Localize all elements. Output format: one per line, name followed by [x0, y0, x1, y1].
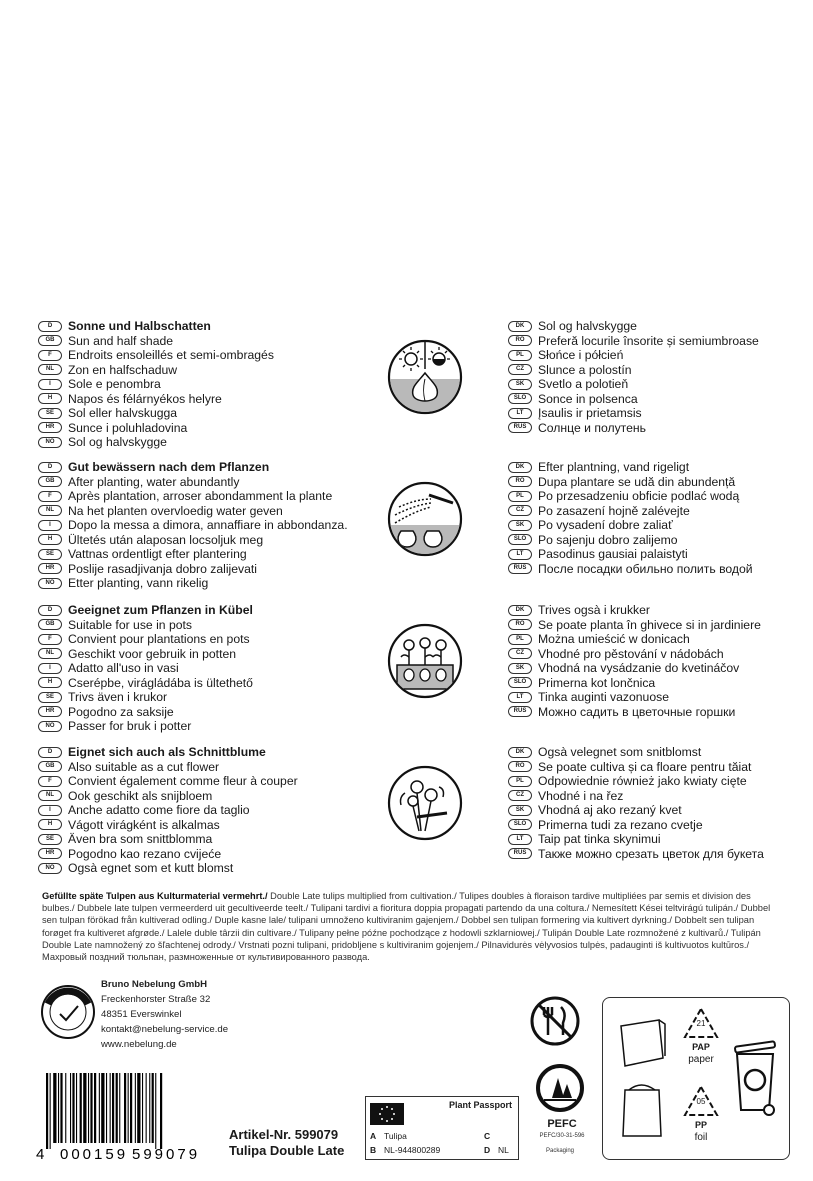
barcode-bar	[94, 1073, 96, 1143]
language-text: Primerna tudi za rezano cvetje	[538, 817, 703, 832]
pp-code: PP	[694, 1120, 707, 1130]
language-code-badge: D	[38, 462, 62, 473]
language-text: Trivs även i krukor	[68, 690, 168, 704]
language-code-badge: H	[38, 677, 62, 688]
cut-flower-icon	[387, 765, 463, 841]
language-text: Sole e penombra	[68, 377, 161, 391]
language-text: Napos és félárnyékos helyre	[68, 391, 222, 406]
pefc-logo-icon	[530, 1062, 590, 1157]
barcode-digit-2: 000159	[60, 1146, 129, 1163]
barcode-bar	[99, 1073, 100, 1143]
language-text: Anche adatto come fiore da taglio	[68, 803, 250, 817]
language-text: Słońce i półcień	[538, 348, 624, 362]
article-name: Tulipa Double Late	[229, 1143, 345, 1158]
origin-statement	[42, 890, 772, 963]
section-pot-right-column	[508, 603, 808, 719]
language-code-badge: HR	[38, 706, 62, 717]
barcode-bar	[106, 1073, 107, 1143]
pefc-name: PEFC	[547, 1118, 577, 1130]
passport-title: Plant Passport	[448, 1100, 512, 1110]
language-text: Gut bewässern nach dem Pflanzen	[68, 460, 270, 474]
language-text: Dupa plantare se udă din abundență	[538, 474, 736, 489]
language-row	[38, 377, 368, 392]
eu-flag-icon	[370, 1103, 404, 1125]
language-text: Vhodná aj ako rezaný kvet	[538, 803, 682, 817]
language-row	[38, 847, 368, 862]
language-code-badge: RUS	[508, 706, 532, 717]
language-text: Primerna kot lončnica	[538, 675, 656, 690]
language-code-badge: GB	[38, 476, 62, 487]
language-row	[38, 760, 368, 775]
language-code-badge: F	[38, 491, 62, 502]
language-row	[508, 392, 808, 407]
language-row	[38, 504, 368, 519]
language-code-badge: SE	[38, 408, 62, 419]
language-code-badge: SE	[38, 549, 62, 560]
language-text: Geeignet zum Pflanzen in Kübel	[68, 603, 253, 617]
language-row	[38, 348, 368, 363]
language-code-badge: LT	[508, 408, 532, 419]
barcode-bar	[149, 1073, 150, 1143]
language-code-badge: CZ	[508, 364, 532, 375]
language-code-badge: RUS	[508, 848, 532, 859]
barcode-bar	[58, 1073, 59, 1143]
language-row	[508, 705, 808, 720]
language-text: Vhodné i na řez	[538, 788, 624, 803]
language-text: Endroits ensoleillés et semi-ombragés	[68, 348, 274, 362]
language-row	[38, 533, 368, 548]
language-code-badge: I	[38, 663, 62, 674]
language-row	[508, 676, 808, 691]
barcode-bar	[83, 1073, 86, 1143]
recycle-bin-icon	[729, 1038, 783, 1118]
language-row	[38, 392, 368, 407]
language-row	[38, 319, 368, 334]
not-for-consumption-icon	[529, 995, 581, 1047]
language-text: Также можно срезать цветок для букета	[538, 846, 764, 861]
language-text: Można umieścić w donicach	[538, 632, 690, 646]
language-text: Vágott virágként is alkalmas	[68, 817, 220, 832]
pp-number: 05	[696, 1097, 706, 1106]
language-row	[38, 489, 368, 504]
language-row	[508, 348, 808, 363]
language-code-badge: DK	[508, 462, 532, 473]
language-row	[508, 760, 808, 775]
language-row	[38, 832, 368, 847]
language-code-badge: D	[38, 321, 62, 332]
language-text: Poslije rasadjivanja dobro zalijevati	[68, 561, 258, 576]
language-text: Ültetés után alaposan locsoljuk meg	[68, 532, 264, 547]
language-row	[508, 818, 808, 833]
language-row	[38, 818, 368, 833]
language-row	[38, 460, 368, 475]
language-code-badge: SE	[38, 692, 62, 703]
language-code-badge: D	[38, 747, 62, 758]
passport-b-value: NL-944800289	[384, 1145, 441, 1155]
barcode-bar	[101, 1073, 104, 1143]
language-text: Можно садить в цветочные горшки	[538, 704, 736, 719]
language-row	[508, 562, 808, 577]
language-code-badge: NL	[38, 505, 62, 516]
barcode-bar	[60, 1073, 62, 1143]
language-code-badge: SK	[508, 520, 532, 531]
barcode-bar	[110, 1073, 111, 1143]
language-text: Dopo la messa a dimora, annaffiare in abbondanza.	[68, 518, 348, 532]
language-row	[508, 618, 808, 633]
language-code-badge: SLO	[508, 534, 532, 545]
company-address	[101, 977, 228, 1052]
pap-number: 21	[696, 1019, 706, 1028]
language-row	[508, 690, 808, 705]
language-text: После посадки обильно полить водой	[538, 561, 753, 576]
language-row	[38, 676, 368, 691]
language-text: Även bra som snittblomma	[68, 832, 213, 846]
language-code-badge: D	[38, 605, 62, 616]
language-row	[508, 533, 808, 548]
language-row	[508, 377, 808, 392]
pot-planting-icon	[387, 623, 463, 699]
language-row	[508, 504, 808, 519]
language-code-badge: NO	[38, 863, 62, 874]
packaging-items-icon	[613, 1016, 673, 1146]
language-code-badge: SE	[38, 834, 62, 845]
language-row	[38, 647, 368, 662]
language-code-badge: PL	[508, 491, 532, 502]
company-web: www.nebelung.de	[101, 1039, 177, 1050]
language-code-badge: CZ	[508, 505, 532, 516]
section-sun-left-column	[38, 319, 368, 450]
language-text: Vhodné pro pěstování v nádobách	[538, 646, 724, 661]
language-row	[508, 334, 808, 349]
language-text: Efter plantning, vand rigeligt	[538, 460, 690, 474]
barcode-bar	[152, 1073, 154, 1143]
passport-d-label: D	[484, 1145, 491, 1155]
language-code-badge: NL	[38, 364, 62, 375]
language-row	[38, 406, 368, 421]
barcode-bar	[160, 1073, 162, 1149]
language-text: Sunce i poluhladovina	[68, 420, 188, 435]
language-text: Odpowiednie również jako kwiaty cięte	[538, 774, 747, 788]
language-code-badge: SK	[508, 805, 532, 816]
language-row	[38, 334, 368, 349]
language-row	[38, 435, 368, 450]
language-row	[508, 406, 808, 421]
language-row	[38, 421, 368, 436]
article-number: Artikel-Nr. 599079	[229, 1127, 339, 1142]
passport-a-label: A	[370, 1131, 377, 1141]
language-row	[38, 690, 368, 705]
language-code-badge: NL	[38, 648, 62, 659]
barcode-bar	[90, 1073, 92, 1143]
barcode-bar	[88, 1073, 89, 1143]
language-text: Ogsà egnet som et kutt blomst	[68, 861, 234, 875]
language-row	[508, 603, 808, 618]
language-code-badge: DK	[508, 605, 532, 616]
barcode-bar	[65, 1073, 66, 1143]
sustainable-supplier-seal-icon	[40, 984, 96, 1040]
language-code-badge: SLO	[508, 393, 532, 404]
language-code-badge: PL	[508, 350, 532, 361]
language-row	[508, 460, 808, 475]
language-text: Se poate planta în ghivece si in jardiniere	[538, 617, 761, 632]
language-code-badge: SK	[508, 663, 532, 674]
barcode-bar	[130, 1073, 132, 1143]
language-code-badge: GB	[38, 335, 62, 346]
language-code-badge: I	[38, 379, 62, 390]
language-code-badge: RO	[508, 761, 532, 772]
language-code-badge: CZ	[508, 648, 532, 659]
language-text: Après plantation, arroser abondamment la plante	[68, 489, 333, 503]
pap-code: PAP	[692, 1042, 710, 1052]
language-text: Sol og halvskygge	[538, 319, 637, 333]
language-text: Passer for bruk i potter	[68, 719, 192, 733]
language-row	[508, 475, 808, 490]
language-code-badge: I	[38, 805, 62, 816]
language-text: Svetlo a polotieň	[538, 377, 629, 391]
language-row	[38, 632, 368, 647]
pap-word: paper	[688, 1054, 714, 1065]
language-text: Vattnas ordentligt efter plantering	[68, 547, 247, 561]
language-code-badge: HR	[38, 563, 62, 574]
language-code-badge: RO	[508, 335, 532, 346]
language-row	[38, 475, 368, 490]
language-code-badge: F	[38, 776, 62, 787]
passport-d-value: NL	[498, 1145, 509, 1155]
packaging-label: Packaging	[546, 1148, 575, 1154]
company-name: Bruno Nebelung GmbH	[101, 979, 208, 990]
language-row	[508, 489, 808, 504]
language-text: Ook geschikt als snijbloem	[68, 788, 213, 803]
language-text: Sol og halvskygge	[68, 435, 167, 449]
language-code-badge: LT	[508, 549, 532, 560]
section-pot-left-column	[38, 603, 368, 734]
barcode-bar	[119, 1073, 120, 1143]
language-row	[38, 803, 368, 818]
language-text: Солнце и полутень	[538, 420, 646, 435]
language-code-badge: NL	[38, 790, 62, 801]
language-text: Eignet sich auch als Schnittblume	[68, 745, 266, 759]
language-row	[508, 518, 808, 533]
language-row	[38, 745, 368, 760]
passport-b-label: B	[370, 1145, 377, 1155]
language-row	[508, 832, 808, 847]
language-row	[508, 547, 808, 562]
language-text: Se poate cultiva și ca floare pentru tăiat	[538, 759, 752, 774]
barcode-bar	[112, 1073, 114, 1143]
language-text: Zon en halfschaduw	[68, 362, 178, 377]
passport-a-value: Tulipa	[384, 1131, 407, 1141]
language-text: Po zasazení hojně zalévejte	[538, 503, 690, 518]
section-water-left-column	[38, 460, 368, 591]
barcode-bar	[80, 1073, 82, 1143]
language-code-badge: F	[38, 634, 62, 645]
barcode-bar	[135, 1073, 136, 1143]
language-text: Po sajenju dobro zalijemo	[538, 532, 678, 547]
language-code-badge: H	[38, 534, 62, 545]
section-sun-right-column	[508, 319, 808, 435]
barcode-bar	[76, 1073, 77, 1143]
language-code-badge: RO	[508, 619, 532, 630]
language-row	[38, 363, 368, 378]
language-code-badge: CZ	[508, 790, 532, 801]
pefc-code: PEFC/30-31-596	[539, 1133, 585, 1139]
barcode-bar	[72, 1073, 74, 1143]
watering-icon	[387, 481, 463, 557]
language-code-badge: I	[38, 520, 62, 531]
language-text: After planting, water abundantly	[68, 474, 240, 489]
barcode-digit-3: 599079	[132, 1146, 201, 1163]
language-code-badge: RO	[508, 476, 532, 487]
language-row	[508, 632, 808, 647]
language-text: Convient pour plantations en pots	[68, 632, 250, 646]
language-row	[38, 719, 368, 734]
passport-c-label: C	[484, 1131, 491, 1141]
barcode-bar	[53, 1073, 56, 1143]
language-code-badge: RUS	[508, 563, 532, 574]
barcode-bar	[146, 1073, 147, 1143]
plant-passport	[365, 1096, 519, 1160]
language-row	[38, 861, 368, 876]
language-text: Įsaulis ir prietamsis	[538, 406, 642, 420]
language-text: Sonne und Halbschatten	[68, 319, 211, 333]
language-text: Slunce a polostín	[538, 362, 632, 377]
origin-text: Double Late tulips multiplied from cultivation./ Tulipes doubles à floraison tardive multipliées par semis et division des bulbes./ Dubbele late tulpen vermeerderd uit gecultiveerde teelt./ Tulipani tardivi a fioritura doppia propagati partendo da una coltura./ Nemesített Kései teltvirágú tulipán./ Dubbel sen tulpan förökad från kultiverad odling./ Duple kasne lale/ tulipani umnoženo kultiviranim gajenjem./ Dobbel sen tulipan formering via kultivert dyrkning./ Dobbelt sen tulipan forøget fra kultiveret afgrøde./ Lalele duble târzii din cultivare./ Tulipany pełne późne pochodzące z hodowli szklarniowej./ Tulipán Double Late rozmnožené z kultivarů./ Tulipán Double Late namnožený zo šľachtenej odrody./ Vrstnati pozni tulipani, pridobljene s kultiviranim gojenjem./ Pilnavidurės vėlyvosios tulpės, padauginti iš kultivuotos kultūros./ Махровый поздний тюльпан, размноженные от культивированного развода.	[42, 891, 771, 963]
language-code-badge: SLO	[508, 819, 532, 830]
section-water-right-column	[508, 460, 808, 576]
language-code-badge: RUS	[508, 422, 532, 433]
language-text: Trives ogsà i krukker	[538, 603, 650, 617]
language-code-badge: NO	[38, 578, 62, 589]
language-code-badge: GB	[38, 761, 62, 772]
language-row	[508, 774, 808, 789]
recycling-info-box	[602, 997, 790, 1160]
language-code-badge: LT	[508, 692, 532, 703]
language-row	[38, 547, 368, 562]
language-row	[508, 421, 808, 436]
barcode-bar	[70, 1073, 71, 1143]
barcode-bar	[50, 1073, 51, 1149]
barcode-bar	[124, 1073, 126, 1143]
language-row	[38, 705, 368, 720]
company-city: 48351 Everswinkel	[101, 1009, 182, 1020]
barcode-bar	[155, 1073, 156, 1149]
company-street: Freckenhorster Straße 32	[101, 994, 211, 1005]
barcode-bar	[116, 1073, 118, 1143]
barcode	[36, 1073, 206, 1163]
language-text: Po przesadzeniu obficie podlać wodą	[538, 489, 740, 503]
language-text: Preferă locurile însorite și semiumbroase	[538, 333, 759, 348]
language-row	[508, 363, 808, 378]
language-text: Ogsà velegnet som snitblomst	[538, 745, 702, 759]
language-row	[508, 319, 808, 334]
language-row	[38, 518, 368, 533]
language-row	[38, 562, 368, 577]
language-text: Also suitable as a cut flower	[68, 759, 220, 774]
language-row	[38, 774, 368, 789]
language-code-badge: DK	[508, 747, 532, 758]
language-text: Adatto all'uso in vasi	[68, 661, 179, 675]
language-text: Pogodno kao rezano cvijeće	[68, 846, 222, 861]
language-code-badge: F	[38, 350, 62, 361]
pp-word: foil	[694, 1132, 708, 1143]
language-code-badge: NO	[38, 437, 62, 448]
article-info	[229, 1127, 344, 1159]
language-code-badge: SK	[508, 379, 532, 390]
language-text: Etter planting, vann rikelig	[68, 576, 209, 590]
language-code-badge: H	[38, 819, 62, 830]
barcode-bar	[46, 1073, 48, 1149]
language-text: Sonce in polsenca	[538, 391, 638, 406]
language-text: Pogodno za saksije	[68, 704, 174, 719]
language-text: Cserépbe, virágládába is ültethető	[68, 675, 253, 690]
language-code-badge: H	[38, 393, 62, 404]
language-row	[508, 847, 808, 862]
sun-half-shade-icon	[387, 339, 463, 415]
language-text: Tinka auginti vazonuose	[538, 690, 669, 704]
barcode-bar	[128, 1073, 129, 1143]
language-row	[38, 603, 368, 618]
language-row	[38, 789, 368, 804]
language-code-badge: NO	[38, 721, 62, 732]
language-code-badge: GB	[38, 619, 62, 630]
section-cut-right-column	[508, 745, 808, 861]
language-row	[508, 789, 808, 804]
language-row	[508, 647, 808, 662]
language-code-badge: HR	[38, 848, 62, 859]
language-row	[38, 661, 368, 676]
language-text: Sun and half shade	[68, 333, 174, 348]
barcode-digit-1: 4	[36, 1146, 45, 1163]
language-text: Vhodná na vysádzanie do kvetináčov	[538, 661, 740, 675]
barcode-bar	[142, 1073, 143, 1143]
barcode-bar	[137, 1073, 140, 1143]
language-row	[508, 803, 808, 818]
language-text: Convient également comme fleur à couper	[68, 774, 298, 788]
language-text: Geschikt voor gebruik in potten	[68, 646, 237, 661]
company-email: kontakt@nebelung-service.de	[101, 1024, 229, 1035]
language-code-badge: HR	[38, 422, 62, 433]
language-text: Po vysadení dobre zaliať	[538, 518, 673, 532]
language-code-badge: LT	[508, 834, 532, 845]
language-text: Sol eller halvskugga	[68, 406, 178, 420]
language-row	[38, 618, 368, 633]
language-row	[508, 745, 808, 760]
language-text: Pasodinus gausiai palaistyti	[538, 547, 688, 561]
language-row	[508, 661, 808, 676]
language-code-badge: PL	[508, 776, 532, 787]
language-code-badge: PL	[508, 634, 532, 645]
language-text: Na het planten overvloedig water geven	[68, 503, 283, 518]
language-code-badge: SLO	[508, 677, 532, 688]
language-text: Taip pat tinka skynimui	[538, 832, 661, 846]
section-cut-left-column	[38, 745, 368, 876]
language-code-badge: DK	[508, 321, 532, 332]
language-text: Suitable for use in pots	[68, 617, 192, 632]
language-row	[38, 576, 368, 591]
origin-bold: Gefüllte späte Tulpen aus Kulturmaterial vermehrt./	[42, 891, 268, 901]
